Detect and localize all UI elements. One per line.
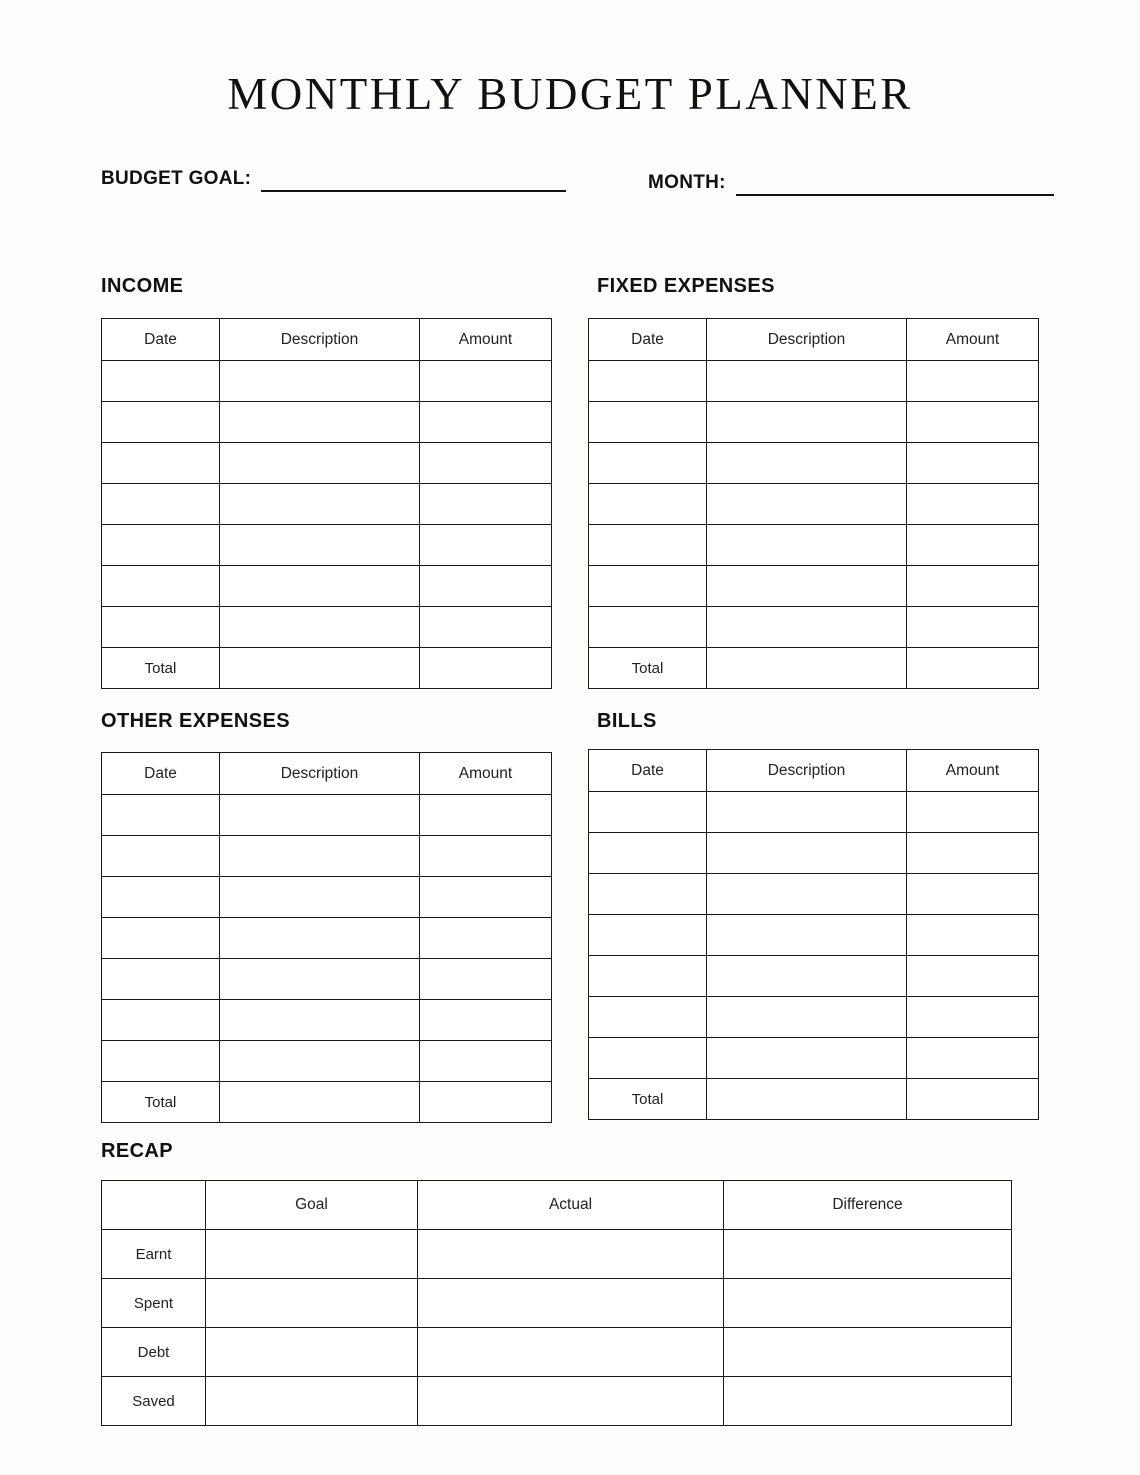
table-row <box>102 1041 552 1082</box>
cell-description[interactable] <box>707 566 907 607</box>
cell-description[interactable] <box>220 959 420 1000</box>
cell-amount[interactable] <box>420 607 552 648</box>
month-input[interactable] <box>736 172 1054 196</box>
cell-amount[interactable] <box>420 443 552 484</box>
cell-goal[interactable] <box>206 1328 418 1377</box>
cell-description[interactable] <box>707 1038 907 1079</box>
cell-amount[interactable] <box>907 874 1039 915</box>
total-label: Total <box>589 648 707 689</box>
column-header-date: Date <box>102 753 220 795</box>
table-row <box>102 566 552 607</box>
cell-amount[interactable] <box>420 525 552 566</box>
page-title: MONTHLY BUDGET PLANNER <box>227 69 913 119</box>
table-row <box>102 959 552 1000</box>
cell-description[interactable] <box>707 402 907 443</box>
cell-date[interactable] <box>589 915 707 956</box>
row-label-debt: Debt <box>102 1328 206 1377</box>
table-header-row <box>102 753 552 795</box>
cell-description[interactable] <box>707 525 907 566</box>
table-row <box>589 833 1039 874</box>
table-row <box>102 484 552 525</box>
section-heading-fixed-expenses: FIXED EXPENSES <box>597 275 775 297</box>
cell-date[interactable] <box>102 484 220 525</box>
other-expenses-table <box>101 752 552 1123</box>
cell-date[interactable] <box>589 443 707 484</box>
cell-description[interactable] <box>707 361 907 402</box>
cell-description[interactable] <box>707 792 907 833</box>
cell-amount[interactable] <box>420 484 552 525</box>
table-row <box>102 795 552 836</box>
cell-date[interactable] <box>589 402 707 443</box>
cell-description[interactable] <box>707 997 907 1038</box>
cell-date[interactable] <box>589 997 707 1038</box>
cell-date[interactable] <box>102 959 220 1000</box>
cell-date[interactable] <box>102 525 220 566</box>
column-header-amount: Amount <box>907 750 1039 792</box>
cell-amount[interactable] <box>907 792 1039 833</box>
cell-description[interactable] <box>220 402 420 443</box>
total-label: Total <box>102 648 220 689</box>
cell-amount[interactable] <box>420 361 552 402</box>
table-row <box>102 918 552 959</box>
cell-description[interactable] <box>220 1000 420 1041</box>
cell-actual[interactable] <box>418 1279 724 1328</box>
table-row <box>102 607 552 648</box>
table-row <box>589 484 1039 525</box>
budget-goal-label: BUDGET GOAL: <box>101 168 252 189</box>
cell-amount[interactable] <box>907 997 1039 1038</box>
column-header-date: Date <box>102 319 220 361</box>
column-header-difference: Difference <box>724 1181 1012 1230</box>
table-row <box>589 915 1039 956</box>
total-amount[interactable] <box>420 648 552 689</box>
column-header-description: Description <box>707 319 907 361</box>
table-row <box>102 361 552 402</box>
cell-date[interactable] <box>589 874 707 915</box>
cell-date[interactable] <box>589 484 707 525</box>
cell-date[interactable] <box>102 918 220 959</box>
table-row <box>102 877 552 918</box>
table-row <box>589 361 1039 402</box>
income-table <box>101 318 552 689</box>
total-amount[interactable] <box>907 1079 1039 1120</box>
cell-description[interactable] <box>220 361 420 402</box>
budget-goal-input[interactable] <box>261 168 566 192</box>
cell-amount[interactable] <box>907 525 1039 566</box>
cell-amount[interactable] <box>420 566 552 607</box>
cell-goal[interactable] <box>206 1230 418 1279</box>
cell-description[interactable] <box>220 1041 420 1082</box>
column-header-date: Date <box>589 750 707 792</box>
table-row <box>102 1377 1012 1426</box>
row-label-earnt: Earnt <box>102 1230 206 1279</box>
cell-description[interactable] <box>707 443 907 484</box>
cell-date[interactable] <box>589 792 707 833</box>
cell-amount[interactable] <box>420 918 552 959</box>
column-header-description: Description <box>707 750 907 792</box>
cell-date[interactable] <box>102 402 220 443</box>
table-row <box>589 792 1039 833</box>
table-row <box>102 402 552 443</box>
bills-table <box>588 749 1039 1120</box>
total-amount[interactable] <box>420 1082 552 1123</box>
cell-amount[interactable] <box>907 1038 1039 1079</box>
table-row <box>589 566 1039 607</box>
table-row <box>102 443 552 484</box>
cell-date[interactable] <box>589 1038 707 1079</box>
cell-amount[interactable] <box>420 795 552 836</box>
row-label-saved: Saved <box>102 1377 206 1426</box>
cell-amount[interactable] <box>420 877 552 918</box>
table-total-row <box>102 1082 552 1123</box>
cell-actual[interactable] <box>418 1377 724 1426</box>
cell-description[interactable] <box>220 443 420 484</box>
total-label: Total <box>589 1079 707 1120</box>
cell-difference[interactable] <box>724 1279 1012 1328</box>
table-header-row <box>102 319 552 361</box>
cell-amount[interactable] <box>907 607 1039 648</box>
column-header-goal: Goal <box>206 1181 418 1230</box>
table-total-row <box>589 648 1039 689</box>
cell-amount[interactable] <box>907 484 1039 525</box>
table-header-row <box>102 1181 1012 1230</box>
section-heading-income: INCOME <box>101 275 184 297</box>
column-header-blank <box>102 1181 206 1230</box>
cell-date[interactable] <box>589 956 707 997</box>
cell-description[interactable] <box>220 525 420 566</box>
cell-date[interactable] <box>589 607 707 648</box>
cell-date[interactable] <box>102 1000 220 1041</box>
cell-date[interactable] <box>102 795 220 836</box>
cell-amount[interactable] <box>907 361 1039 402</box>
cell-date[interactable] <box>102 836 220 877</box>
cell-goal[interactable] <box>206 1377 418 1426</box>
section-heading-recap: RECAP <box>101 1140 174 1162</box>
month-field <box>648 172 1054 196</box>
total-amount[interactable] <box>907 648 1039 689</box>
cell-description[interactable] <box>707 874 907 915</box>
fixed-expenses-table <box>588 318 1039 689</box>
cell-date[interactable] <box>589 833 707 874</box>
row-label-spent: Spent <box>102 1279 206 1328</box>
cell-amount[interactable] <box>420 836 552 877</box>
cell-description[interactable] <box>220 566 420 607</box>
table-row <box>589 402 1039 443</box>
column-header-date: Date <box>589 319 707 361</box>
table-row <box>102 1279 1012 1328</box>
column-header-description: Description <box>220 319 420 361</box>
column-header-amount: Amount <box>420 319 552 361</box>
cell-amount[interactable] <box>907 443 1039 484</box>
cell-date[interactable] <box>102 566 220 607</box>
recap-table <box>101 1180 1012 1426</box>
cell-description[interactable] <box>220 877 420 918</box>
cell-description[interactable] <box>707 833 907 874</box>
month-label: MONTH: <box>648 172 726 193</box>
cell-amount[interactable] <box>907 402 1039 443</box>
total-description[interactable] <box>707 648 907 689</box>
table-row <box>102 1000 552 1041</box>
column-header-description: Description <box>220 753 420 795</box>
cell-date[interactable] <box>589 525 707 566</box>
cell-date[interactable] <box>102 607 220 648</box>
cell-amount[interactable] <box>907 956 1039 997</box>
cell-date[interactable] <box>102 443 220 484</box>
cell-description[interactable] <box>220 484 420 525</box>
cell-description[interactable] <box>220 795 420 836</box>
table-row <box>589 1038 1039 1079</box>
column-header-amount: Amount <box>420 753 552 795</box>
cell-description[interactable] <box>220 836 420 877</box>
table-row <box>589 607 1039 648</box>
cell-date[interactable] <box>102 361 220 402</box>
cell-goal[interactable] <box>206 1279 418 1328</box>
cell-description[interactable] <box>220 607 420 648</box>
table-row <box>589 443 1039 484</box>
column-header-actual: Actual <box>418 1181 724 1230</box>
total-description[interactable] <box>220 648 420 689</box>
table-header-row <box>589 750 1039 792</box>
cell-description[interactable] <box>707 607 907 648</box>
cell-amount[interactable] <box>420 1000 552 1041</box>
table-row <box>102 1328 1012 1377</box>
cell-date[interactable] <box>102 877 220 918</box>
cell-actual[interactable] <box>418 1230 724 1279</box>
table-header-row <box>589 319 1039 361</box>
cell-amount[interactable] <box>907 833 1039 874</box>
cell-amount[interactable] <box>907 566 1039 607</box>
table-row <box>102 525 552 566</box>
table-row <box>589 997 1039 1038</box>
section-heading-bills: BILLS <box>597 710 657 732</box>
cell-amount[interactable] <box>907 915 1039 956</box>
cell-amount[interactable] <box>420 1041 552 1082</box>
table-total-row <box>589 1079 1039 1120</box>
table-row <box>589 525 1039 566</box>
total-description[interactable] <box>707 1079 907 1120</box>
cell-date[interactable] <box>102 1041 220 1082</box>
cell-date[interactable] <box>589 361 707 402</box>
total-label: Total <box>102 1082 220 1123</box>
table-row <box>102 836 552 877</box>
table-row <box>589 956 1039 997</box>
column-header-amount: Amount <box>907 319 1039 361</box>
cell-description[interactable] <box>707 915 907 956</box>
table-row <box>102 1230 1012 1279</box>
cell-difference[interactable] <box>724 1328 1012 1377</box>
cell-amount[interactable] <box>420 959 552 1000</box>
table-total-row <box>102 648 552 689</box>
cell-actual[interactable] <box>418 1328 724 1377</box>
cell-date[interactable] <box>589 566 707 607</box>
budget-goal-field <box>101 168 566 192</box>
cell-description[interactable] <box>220 918 420 959</box>
section-heading-other-expenses: OTHER EXPENSES <box>101 710 290 732</box>
cell-difference[interactable] <box>724 1230 1012 1279</box>
cell-difference[interactable] <box>724 1377 1012 1426</box>
cell-amount[interactable] <box>420 402 552 443</box>
table-row <box>589 874 1039 915</box>
cell-description[interactable] <box>707 484 907 525</box>
total-description[interactable] <box>220 1082 420 1123</box>
cell-description[interactable] <box>707 956 907 997</box>
